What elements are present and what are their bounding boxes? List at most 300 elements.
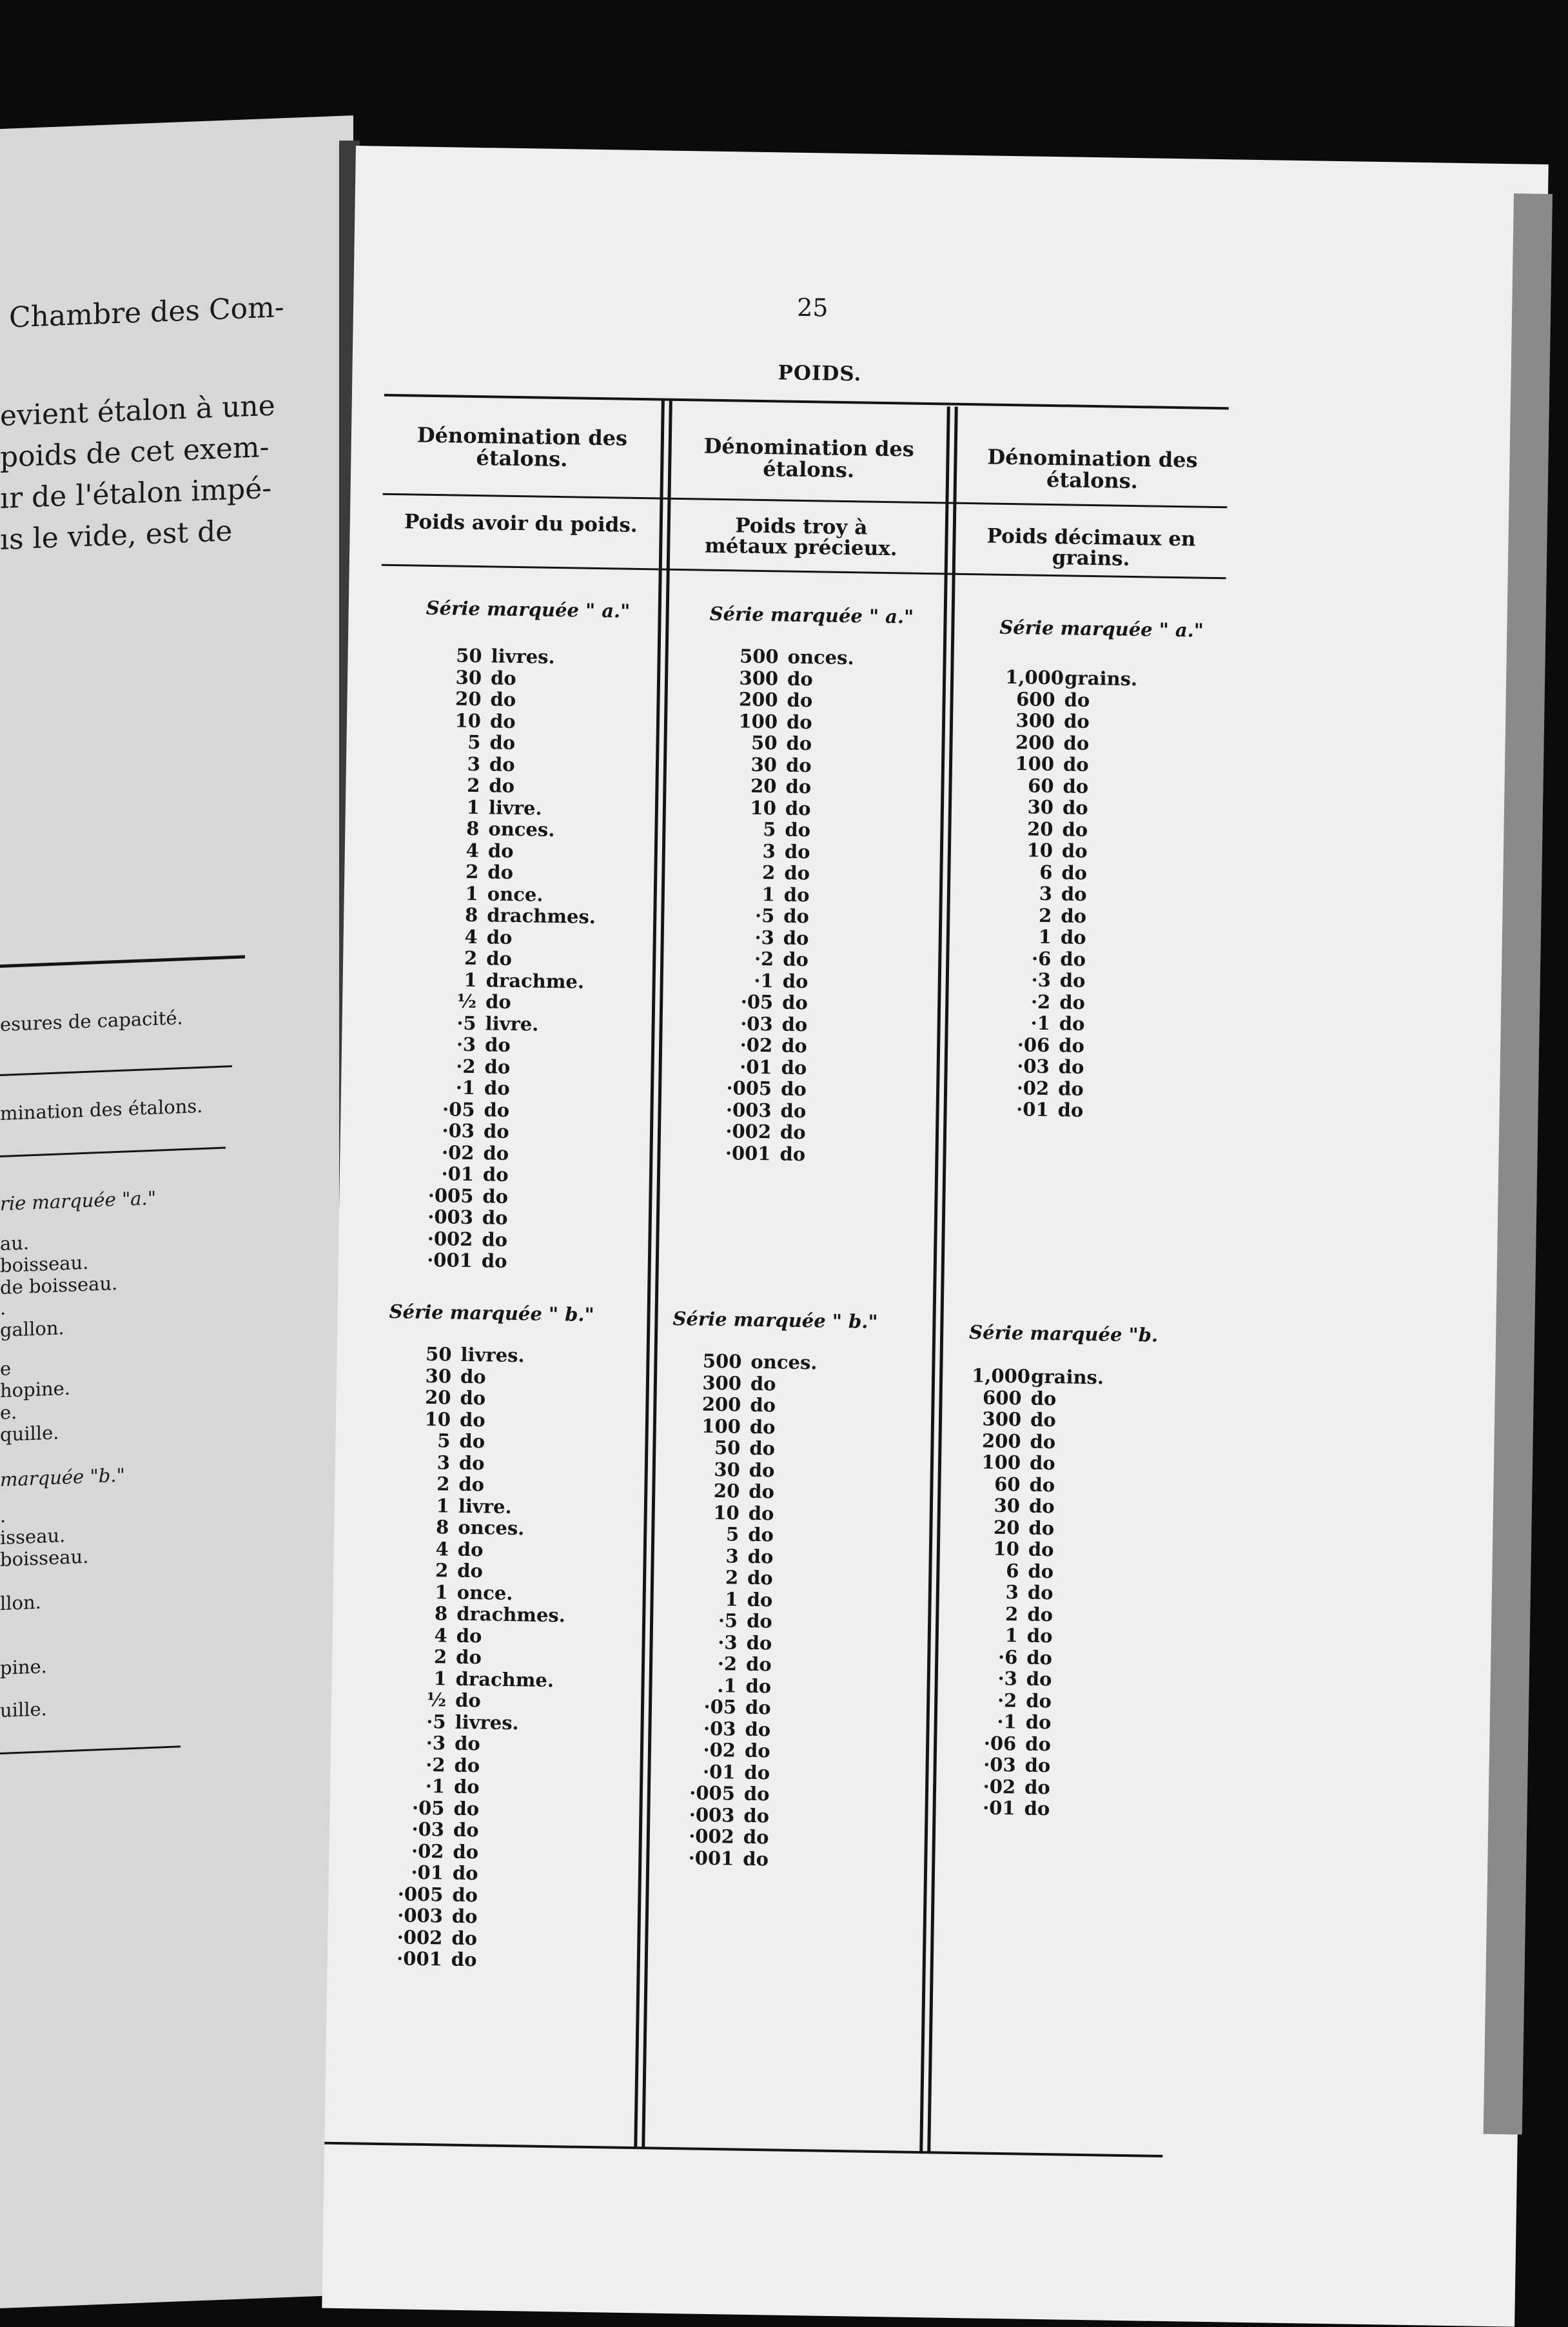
weight-quantity: 1,000 xyxy=(971,1364,1031,1388)
weight-unit: do xyxy=(749,1415,776,1438)
weight-unit: do xyxy=(1060,926,1086,948)
weight-unit: do xyxy=(458,1451,485,1474)
weight-quantity: ·1 xyxy=(754,969,774,992)
weight-unit: do xyxy=(743,1782,770,1805)
weight-unit: do xyxy=(451,1905,478,1928)
weight-row xyxy=(723,970,848,994)
weight-row xyxy=(727,689,853,712)
weight-unit: do xyxy=(1028,1495,1055,1518)
weight-row xyxy=(967,1646,1099,1670)
weight-unit: do xyxy=(784,840,810,863)
weight-quantity: ½ xyxy=(426,1689,447,1711)
weight-unit: do xyxy=(745,1718,771,1740)
weight-quantity: ·6 xyxy=(997,1645,1018,1668)
left-facing-page xyxy=(0,115,353,2308)
weight-row xyxy=(691,1393,816,1417)
weight-row xyxy=(422,1250,591,1274)
weight-quantity: 2 xyxy=(1038,904,1052,927)
weight-unit: do xyxy=(1028,1538,1054,1561)
weight-unit: do xyxy=(490,666,516,689)
weight-quantity: ·3 xyxy=(426,1732,446,1754)
weight-row xyxy=(722,1034,848,1058)
weight-row xyxy=(1003,774,1135,798)
left-page-line: e xyxy=(0,1357,12,1380)
weight-row xyxy=(429,774,598,799)
weight-unit: do xyxy=(745,1674,772,1697)
weight-row xyxy=(728,667,854,691)
left-page-line: esures de capacité. xyxy=(0,1006,183,1036)
weight-quantity: ·1 xyxy=(455,1076,476,1099)
weight-quantity: ·06 xyxy=(1017,1033,1050,1056)
weight-row xyxy=(999,1012,1132,1036)
weight-quantity: 5 xyxy=(467,731,481,754)
weight-unit: do xyxy=(483,1120,509,1143)
weight-row xyxy=(685,1739,811,1763)
column-separator xyxy=(634,400,665,2148)
weight-unit: drachmes. xyxy=(456,1602,566,1627)
weight-quantity: 50 xyxy=(455,644,482,667)
weight-quantity: ·02 xyxy=(441,1141,475,1164)
weight-quantity: 200 xyxy=(1015,731,1055,754)
weight-unit: do xyxy=(781,1013,808,1036)
weight-quantity: ·02 xyxy=(1016,1076,1050,1099)
weight-quantity: 2 xyxy=(465,860,479,883)
weight-quantity: 1 xyxy=(465,882,479,905)
weight-quantity: 20 xyxy=(993,1516,1020,1538)
weight-row xyxy=(427,904,596,928)
weight-unit: do xyxy=(745,1653,772,1676)
weight-quantity: ·5 xyxy=(426,1710,446,1733)
series-b-list xyxy=(392,1343,570,1972)
weight-row xyxy=(691,1372,817,1396)
weight-unit: do xyxy=(453,1840,479,1863)
weight-quantity: 2 xyxy=(761,861,776,884)
weight-quantity: .1 xyxy=(717,1674,737,1697)
weight-quantity: 30 xyxy=(455,666,482,689)
weight-row xyxy=(727,711,853,734)
weight-quantity: 20 xyxy=(750,774,777,798)
weight-unit: do xyxy=(453,1818,479,1841)
weight-unit: grains. xyxy=(1030,1365,1104,1389)
weight-unit: do xyxy=(490,688,516,711)
weight-unit: do xyxy=(489,752,515,776)
weight-row xyxy=(423,1206,591,1231)
weight-unit: do xyxy=(1024,1754,1051,1777)
weight-unit: do xyxy=(484,1055,511,1078)
weight-quantity: ·3 xyxy=(754,926,775,948)
weight-row xyxy=(967,1667,1099,1691)
weight-unit: do xyxy=(456,1624,482,1647)
weight-row xyxy=(1001,969,1133,993)
series-a-list xyxy=(720,645,854,1166)
weight-quantity: ·002 xyxy=(688,1825,735,1848)
weight-unit: do xyxy=(780,1099,807,1122)
weight-quantity: ·02 xyxy=(740,1034,773,1057)
weight-row xyxy=(427,925,595,950)
weight-row xyxy=(688,1545,814,1569)
weight-unit: do xyxy=(484,1077,510,1099)
weight-quantity: 2 xyxy=(466,774,480,797)
weight-row xyxy=(721,1056,847,1080)
weight-row xyxy=(727,732,852,756)
weight-quantity: ·3 xyxy=(718,1631,738,1654)
weight-unit: do xyxy=(453,1775,480,1798)
weight-row xyxy=(425,1077,593,1101)
weight-unit: do xyxy=(457,1538,484,1560)
weight-unit: do xyxy=(1061,861,1088,884)
weight-row xyxy=(400,1429,568,1454)
weight-row xyxy=(397,1602,565,1627)
weight-row xyxy=(394,1797,562,1821)
weight-row xyxy=(724,905,850,928)
weight-unit: do xyxy=(783,905,810,928)
weight-row xyxy=(966,1733,1098,1756)
left-page-line: llon. xyxy=(0,1591,41,1615)
weight-quantity: 4 xyxy=(466,839,480,861)
series-b-label: Série marquée "b. xyxy=(968,1321,1159,1346)
weight-row xyxy=(726,775,852,799)
weight-row xyxy=(690,1458,816,1482)
weight-unit: do xyxy=(785,818,811,841)
weight-quantity: 6 xyxy=(1005,1559,1019,1582)
weight-unit: do xyxy=(779,1143,806,1165)
weight-unit: do xyxy=(743,1847,769,1870)
weight-row xyxy=(727,754,852,778)
weight-unit: do xyxy=(749,1437,776,1460)
weight-quantity: ·005 xyxy=(397,1882,444,1905)
weight-row xyxy=(968,1624,1100,1648)
weight-quantity: 8 xyxy=(464,903,478,927)
weight-row xyxy=(970,1495,1102,1518)
weight-row xyxy=(728,645,854,669)
weight-row xyxy=(400,1451,568,1476)
weight-quantity: ·03 xyxy=(1016,1055,1050,1078)
weight-quantity: ·5 xyxy=(718,1609,738,1632)
weight-quantity: ·3 xyxy=(1031,968,1052,992)
weight-row xyxy=(400,1386,569,1411)
weight-unit: drachme. xyxy=(455,1667,554,1691)
weight-unit: do xyxy=(1030,1387,1057,1409)
weight-unit: livre. xyxy=(485,1012,539,1036)
left-page-line: au. xyxy=(0,1232,30,1255)
weight-quantity: 2 xyxy=(435,1559,449,1582)
weight-unit: livres. xyxy=(455,1711,519,1734)
weight-unit: do xyxy=(489,709,516,732)
weight-quantity: ·02 xyxy=(411,1840,444,1862)
weight-quantity: ·2 xyxy=(1030,990,1051,1013)
weight-quantity: ·002 xyxy=(725,1120,772,1143)
weight-row xyxy=(393,1883,561,1908)
weight-unit: do xyxy=(785,797,811,820)
weight-row xyxy=(401,1365,569,1389)
weight-quantity: 2 xyxy=(464,947,478,970)
series-a-label: Série marquée " a." xyxy=(709,602,914,628)
left-page-line: rie marquée "a." xyxy=(0,1186,157,1215)
weight-unit: do xyxy=(1063,774,1089,798)
left-page-line: . xyxy=(0,1297,6,1319)
weight-quantity: ·001 xyxy=(426,1248,473,1272)
weight-quantity: ·2 xyxy=(456,1055,476,1077)
weight-unit: do xyxy=(1027,1581,1054,1604)
weight-row xyxy=(395,1775,563,1800)
weight-row xyxy=(424,1141,592,1166)
weight-row xyxy=(968,1581,1101,1605)
weight-quantity: ·03 xyxy=(740,1012,773,1035)
weight-unit: do xyxy=(482,1163,509,1186)
weight-row xyxy=(683,1847,809,1871)
weight-row xyxy=(422,1228,591,1252)
weight-unit: do xyxy=(783,883,810,906)
weight-quantity: ·02 xyxy=(983,1775,1016,1798)
weight-quantity: 3 xyxy=(1039,882,1053,905)
left-page-line: boisseau. xyxy=(0,1251,89,1277)
weight-quantity: 1 xyxy=(433,1667,447,1690)
weight-row xyxy=(998,1099,1130,1123)
weight-row xyxy=(1004,753,1136,777)
weight-unit: do xyxy=(780,1077,807,1101)
weight-unit: do xyxy=(781,1034,808,1057)
weight-unit: do xyxy=(743,1804,770,1827)
weight-quantity: 60 xyxy=(994,1473,1021,1495)
weight-quantity: ·06 xyxy=(983,1732,1017,1754)
weight-row xyxy=(398,1559,566,1584)
weight-row xyxy=(687,1609,813,1633)
weight-quantity: 30 xyxy=(714,1458,741,1481)
weight-quantity: 1 xyxy=(436,1494,450,1517)
weight-row xyxy=(723,948,849,972)
weight-unit: do xyxy=(743,1825,769,1849)
weight-quantity: 8 xyxy=(435,1516,449,1538)
weight-unit: do xyxy=(452,1861,478,1885)
weight-row xyxy=(687,1631,812,1655)
weight-unit: do xyxy=(786,711,812,733)
weight-quantity: 30 xyxy=(1027,796,1054,819)
weight-row xyxy=(1005,667,1137,691)
weight-row xyxy=(425,1055,593,1079)
weight-unit: do xyxy=(489,774,515,797)
weight-quantity: 600 xyxy=(1015,687,1055,711)
weight-quantity: 50 xyxy=(714,1436,741,1459)
weight-quantity: 300 xyxy=(702,1371,742,1395)
weight-unit: do xyxy=(783,927,809,949)
weight-quantity: ·05 xyxy=(703,1695,737,1718)
weight-quantity: ·01 xyxy=(982,1796,1015,1820)
weight-row xyxy=(970,1473,1102,1497)
weight-row xyxy=(428,882,596,907)
weight-unit: livres. xyxy=(460,1343,525,1367)
weight-row xyxy=(685,1761,810,1785)
weight-quantity: ·05 xyxy=(411,1796,445,1819)
weight-row xyxy=(395,1732,564,1756)
weight-quantity: ·005 xyxy=(689,1782,736,1805)
weight-row xyxy=(424,1098,593,1123)
weight-quantity: ·01 xyxy=(1015,1098,1049,1121)
weight-row xyxy=(969,1517,1101,1540)
weight-unit: do xyxy=(1059,990,1086,1014)
weight-row xyxy=(424,1120,593,1144)
weight-quantity: 20 xyxy=(424,1386,451,1409)
weight-quantity: ·002 xyxy=(397,1925,443,1949)
weight-row xyxy=(971,1387,1103,1411)
weight-quantity: ·003 xyxy=(689,1803,735,1827)
weight-quantity: 8 xyxy=(434,1602,448,1625)
weight-row xyxy=(398,1581,566,1605)
weight-row xyxy=(426,1012,594,1036)
weight-row xyxy=(685,1718,811,1742)
weight-unit: do xyxy=(786,732,812,755)
series-b-list xyxy=(965,1365,1104,1821)
weight-quantity: ·3 xyxy=(997,1667,1018,1690)
weight-quantity: ·05 xyxy=(442,1097,475,1121)
weight-row xyxy=(720,1143,846,1166)
weight-row xyxy=(426,990,594,1015)
weight-unit: do xyxy=(460,1365,486,1388)
weight-unit: do xyxy=(458,1473,485,1496)
weight-row xyxy=(426,968,594,993)
weight-unit: do xyxy=(1029,1473,1055,1496)
weight-quantity: ·1 xyxy=(1030,1012,1051,1035)
column-subheader: Poids avoir du poids. xyxy=(404,510,638,537)
weight-unit: do xyxy=(455,1689,482,1712)
weight-row xyxy=(423,1184,591,1209)
weight-quantity: 100 xyxy=(981,1451,1021,1474)
left-page-line: mination des étalons. xyxy=(0,1094,203,1124)
weight-row xyxy=(1002,861,1134,885)
weight-unit: do xyxy=(1063,731,1090,754)
left-page-line: . xyxy=(0,1504,6,1527)
weight-quantity: 20 xyxy=(1026,817,1054,840)
weight-quantity: ·2 xyxy=(717,1653,738,1675)
weight-quantity: ·2 xyxy=(426,1753,446,1776)
weight-quantity: 100 xyxy=(701,1415,741,1438)
left-page-rule xyxy=(0,955,245,968)
left-page-line: evient étalon à une xyxy=(0,389,275,433)
weight-quantity: 2 xyxy=(436,1473,450,1495)
weight-quantity: 10 xyxy=(424,1408,451,1431)
weight-unit: do xyxy=(1027,1603,1054,1625)
weight-row xyxy=(1004,710,1137,734)
column-header: Dénomination des étalons. xyxy=(987,444,1198,494)
weight-row xyxy=(688,1566,814,1590)
weight-unit: do xyxy=(1060,947,1086,970)
weight-quantity: ·001 xyxy=(688,1846,734,1870)
weight-row xyxy=(999,1055,1131,1079)
weight-unit: do xyxy=(453,1797,480,1820)
weight-row xyxy=(966,1711,1098,1734)
weight-unit: do xyxy=(1061,904,1087,927)
weight-row xyxy=(426,1034,594,1058)
weight-unit: do xyxy=(455,1645,482,1669)
weight-quantity: 8 xyxy=(466,817,480,840)
weight-quantity: ·05 xyxy=(740,990,774,1014)
weight-row xyxy=(429,818,597,842)
weight-unit: do xyxy=(1064,688,1090,711)
weight-unit: do xyxy=(487,861,514,883)
weight-unit: do xyxy=(785,775,812,798)
weight-row xyxy=(687,1588,813,1612)
left-page-line: ır de l'étalon impé- xyxy=(0,471,272,515)
weight-unit: do xyxy=(1063,710,1090,732)
weight-unit: do xyxy=(1026,1624,1053,1647)
weight-row xyxy=(725,840,851,864)
weight-unit: do xyxy=(1059,969,1086,992)
column-separator xyxy=(919,406,950,2154)
weight-quantity: 3 xyxy=(436,1451,451,1474)
weight-quantity: ·001 xyxy=(396,1947,443,1970)
weight-row xyxy=(999,1077,1131,1101)
weight-row xyxy=(722,1013,848,1037)
weight-quantity: ·002 xyxy=(427,1227,473,1250)
weight-row xyxy=(429,839,597,863)
weight-row xyxy=(393,1840,562,1865)
weight-unit: do xyxy=(782,948,809,971)
weight-unit: do xyxy=(484,1098,510,1121)
weight-unit: onces. xyxy=(750,1350,818,1374)
weight-row xyxy=(968,1560,1101,1584)
column-subheader: Poids décimaux en grains. xyxy=(986,524,1196,571)
weight-unit: livre. xyxy=(488,796,542,820)
weight-row xyxy=(1004,688,1137,712)
main-page xyxy=(322,146,1548,2327)
weight-row xyxy=(431,688,599,712)
weight-row xyxy=(965,1776,1097,1800)
left-page-line: uille. xyxy=(0,1698,47,1722)
weight-unit: drachmes. xyxy=(487,904,596,928)
weight-unit: do xyxy=(489,731,516,754)
weight-quantity: ·005 xyxy=(726,1077,772,1100)
weight-unit: livre. xyxy=(458,1495,512,1518)
weight-quantity: 10 xyxy=(713,1501,740,1524)
weight-unit: once. xyxy=(456,1581,513,1604)
weight-unit: do xyxy=(747,1523,774,1546)
weight-row xyxy=(724,927,850,950)
weight-quantity: 200 xyxy=(738,688,778,711)
page-number: 25 xyxy=(796,293,828,322)
left-page-line: quille. xyxy=(0,1421,59,1446)
weight-unit: do xyxy=(487,839,514,862)
weight-unit: do xyxy=(745,1696,771,1719)
weight-unit: do xyxy=(1058,1055,1084,1078)
left-page-line: boisseau. xyxy=(0,1545,89,1571)
weight-row xyxy=(721,1099,847,1123)
weight-quantity: 2 xyxy=(433,1645,447,1668)
weight-row xyxy=(430,752,598,777)
weight-unit: do xyxy=(749,1480,775,1503)
weight-quantity: 10 xyxy=(993,1537,1020,1560)
weight-quantity: 1 xyxy=(466,796,480,818)
weight-unit: do xyxy=(1024,1776,1051,1798)
weight-unit: grains. xyxy=(1064,667,1138,691)
weight-quantity: 200 xyxy=(701,1393,741,1416)
weight-row xyxy=(1003,796,1135,820)
weight-quantity: ·01 xyxy=(739,1055,772,1078)
weight-row xyxy=(401,1343,569,1368)
weight-unit: do xyxy=(454,1754,480,1776)
weight-unit: do xyxy=(747,1545,774,1567)
weight-unit: do xyxy=(1024,1733,1052,1755)
weight-row xyxy=(395,1711,564,1735)
weight-row xyxy=(689,1502,815,1526)
weight-quantity: ·6 xyxy=(1031,947,1052,970)
weight-quantity: ·5 xyxy=(754,904,775,927)
left-page-rule xyxy=(0,1745,181,1754)
weight-unit: do xyxy=(750,1393,776,1417)
column-subheader: Poids troy à métaux précieux. xyxy=(704,514,897,561)
weight-row xyxy=(399,1495,567,1519)
weight-unit: onces. xyxy=(787,645,854,669)
weight-quantity: 3 xyxy=(725,1544,739,1567)
weight-quantity: ·03 xyxy=(411,1818,445,1841)
